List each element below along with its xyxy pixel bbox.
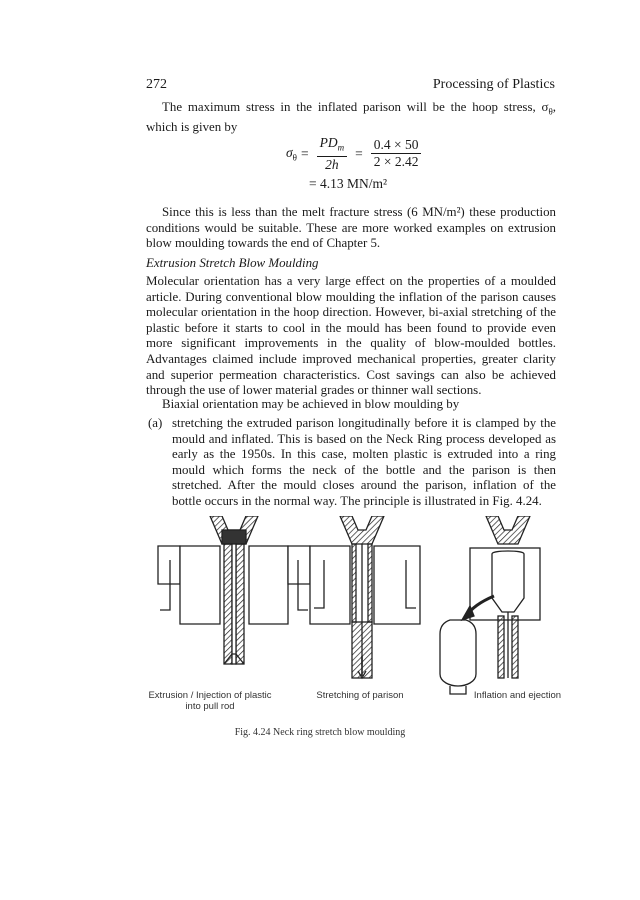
- page-number: 272: [146, 77, 167, 92]
- paragraph-melt-fracture: Since this is less than the melt fracture stress (6 MN/m²) these production conditions would be suitable. These are more worked examples on extrusion blow moulding towards the end of Chapter 5.: [146, 205, 556, 251]
- panel-stretching: [310, 516, 420, 678]
- section-heading: Extrusion Stretch Blow Moulding: [146, 256, 319, 270]
- paragraph-biaxial: Biaxial orientation may be achieved in blow moulding by: [162, 397, 460, 411]
- eq-equals-1: =: [300, 145, 309, 161]
- fraction-numeric: $\frac{0.4 \times 50}{2 \times 2.42}$: [371, 137, 422, 170]
- p1-text-a: The maximum stress in the inflated parison will be the hoop stress, σ: [162, 100, 549, 114]
- panel-label-1: Extrusion / Injection of plastic into pull rod: [148, 690, 272, 712]
- figure-neck-ring: [140, 516, 570, 716]
- list-item-a: [146, 416, 556, 510]
- panel-extrusion: [158, 516, 310, 664]
- fraction-pdm-2h: $\frac{PD_m}{2h}$: [317, 135, 348, 173]
- panel-label-2: Stretching of parison: [316, 690, 404, 701]
- eq-lhs: $\sigma_\theta$: [286, 145, 297, 163]
- list-marker-a: (a): [148, 416, 163, 430]
- equation-main: [286, 135, 425, 173]
- running-title: Processing of Plastics: [432, 77, 555, 92]
- paragraph-molecular-orientation: Molecular orientation has a very large effect on the properties of a moulded article. During conventional blow moulding the inflation of the parison causes molecular orientation in the hoop direction. However, bi-axial stretching of the plastic before it starts to cool in the mould has been found to provide even more significant improvements in the quality of blow-moulded bottles. Advantages claimed include improved mechanical properties, greater clarity and superior permeation characteristics. Cost savings can also be achieved through the use of lower material grades or thinner wall sections.: [146, 274, 556, 398]
- figure-drawing: [140, 516, 570, 716]
- list-text-a: stretching the extruded parison longitudinally before it is clamped by the mould and inflated. This is based on the Neck Ring process developed as early as the 1950s. In this case, molten plastic is extruded into a ring mould which forms the neck of the bottle and the parison is then stretched. After the mould closes around the parison, inflation of the bottle occurs in the normal way. The principle is illustrated in Fig. 4.24.: [172, 416, 556, 508]
- eq-equals-2: =: [355, 145, 363, 161]
- panel-inflation: [440, 516, 540, 694]
- p1-text-b: , which is given by: [146, 100, 556, 135]
- equation-result: = 4.13 MN/m²: [309, 176, 388, 191]
- p1-subscript: θ: [548, 106, 553, 117]
- paragraph-hoop-stress: [146, 100, 556, 136]
- panel-label-3: Inflation and ejection: [473, 690, 562, 701]
- figure-caption: Fig. 4.24 Neck ring stretch blow moulding: [234, 727, 406, 738]
